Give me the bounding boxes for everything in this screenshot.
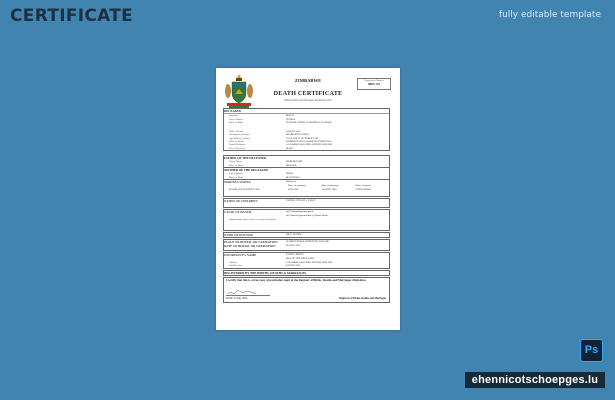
mother-section <box>223 167 390 180</box>
death-certificate-document <box>216 68 400 330</box>
field-row: Age & Date of Birth 78 YEARS 12 OCTOBER 1943 <box>229 136 319 140</box>
tagline: fully editable template <box>498 10 601 20</box>
section-heading: MOTHER OF THE DECEASED <box>224 168 268 172</box>
photoshop-icon: Ps <box>580 339 603 362</box>
marital-status: Widowed <box>286 180 296 183</box>
field-row: Place of Birth MUTARE <box>229 163 297 167</box>
document-title: DEATH CERTIFICATE <box>273 90 343 97</box>
section-heading: CAUSE OF DEATH <box>224 210 251 214</box>
field-row: Usual Residence 14 SAMORA MACHEL AVENUE HARARE <box>229 143 333 147</box>
doctor-section: NAME OF DOCTOR DR T. NCUBE <box>223 232 390 238</box>
country-heading: ZIMBABWE <box>294 78 322 83</box>
marriage-columns: Place of marriage Date of marriage Name of spouse <box>288 184 372 188</box>
registrar-section: REGISTERED BY THE BIRTHS, DEATHS & MARRIAGES <box>223 270 390 276</box>
marital-section <box>223 179 390 197</box>
registration-label: Registration Number <box>364 80 384 82</box>
section-heading: FATHER OF THE DECEASED <box>224 156 267 160</box>
field-row: Given Names SIMBARASHE <box>229 160 303 164</box>
field-row: Given Names TENDAI <box>229 117 296 121</box>
interval-note: Approximate interval between onset and death <box>229 217 276 221</box>
burial-section: PLACE OF BURIAL OR CREMATION WARREN HILLS CEMETERY HARARE DATE OF BURIAL OR CREMATION 30 JULY 2022 <box>223 239 390 251</box>
field-row: Surname MOYO <box>229 114 294 118</box>
children-names: TAPIWA, NYASHA, FARAI <box>286 199 316 202</box>
signature-icon <box>226 290 270 296</box>
children-section <box>223 198 390 208</box>
marriage-values: MARRIAGE PARTICULARS HARARE 14 JUNE 1969 CHIPO MOYO <box>229 187 372 191</box>
section-heading: MARITAL STATUS <box>224 180 251 184</box>
field-row: Place of Birth HARARE CENTRAL HOSPITAL HARARE <box>229 120 332 124</box>
document-subtitle: Births Deaths and Marriages Registration Act <box>284 99 332 102</box>
field-row: Date of Death 24 JULY 2022 <box>229 130 301 134</box>
certify-statement: I certify that this is a true copy of particulars kept in the Register of Births, Deaths and Marriages Zimbabwe. <box>226 278 367 282</box>
father-section <box>223 155 390 168</box>
registration-number: 3803 121 <box>367 82 381 86</box>
section-heading: NAMES OF CHILDREN <box>224 199 258 203</box>
field-row: Place of Death PARIRENYATWA GROUP OF HOSPITALS <box>229 139 332 143</box>
section-heading: DECEASED <box>224 109 389 114</box>
field-row: Occupation at Death RETIRED TEACHER <box>229 133 309 137</box>
informant-section: INFORMANT'S NAME TAPIWA MOYO SON OF THE DECEASED Address 14 SAMORA MACHEL AVENUE HARARE Qualification 24 JULY 2022 <box>223 252 390 269</box>
website-badge: ehennicotschoepges.lu <box>465 372 605 388</box>
registration-box <box>357 78 391 90</box>
registrar-title: Registrar of Births, Deaths and Marriages <box>339 297 386 300</box>
deceased-section <box>223 108 390 151</box>
field-row: Sex of Deceased MALE <box>229 146 294 150</box>
certification-footer <box>223 277 390 303</box>
field-row: Given Names RUDO <box>229 172 294 176</box>
certificate-date: DATE: 25 July 2022 <box>226 297 248 300</box>
cause-section: CAUSE OF DEATH (a) Cardiopulmonary arrest (b) Chronic hypertension (c) Renal failure Approximate interval between onset and death <box>223 209 390 231</box>
signature <box>226 290 270 296</box>
field-row: Place of Birth MASVINGO <box>229 175 300 179</box>
brand-title: CERTIFICATE <box>10 6 134 26</box>
